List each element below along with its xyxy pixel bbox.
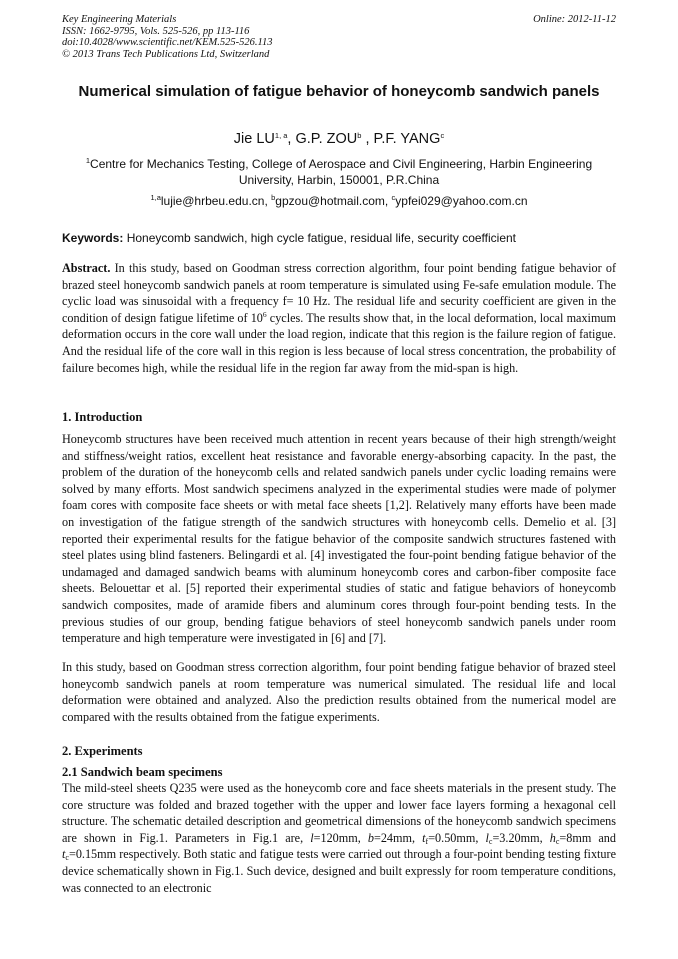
email-mark: 1,a [150,193,161,202]
param-subscript: c [65,853,69,863]
param-value: =3.20mm, [492,830,550,845]
author-affiliation-mark: c [440,131,445,140]
param-symbol: l [310,830,314,845]
section-heading-introduction: 1. Introduction [62,410,143,424]
paragraph-text: The mild-steel sheets Q235 were used as the honeycomb core and face sheets materials in the present study. The core structure was folded and brazed together with the upper and lower face layers forming a hexagonal cell structure. The schematic detailed description and geometrical dimensions of the honeycomb sandwich specimens are shown in Fig.1. Parameters in Fig.1 are, [62,781,616,845]
author-name: Jie LU [233,131,275,147]
paper-title: Numerical simulation of fatigue behavior of honeycomb sandwich panels [78,83,600,100]
abstract-label: Abstract. [62,261,111,275]
email-address: lujie@hrbeu.edu.cn, [160,194,272,208]
param-symbol: t [62,847,66,862]
param-subscript: f [425,836,429,846]
param-value: =0.15mm respectively. [68,847,181,862]
param-value: =120mm, [313,830,368,845]
author-emails [62,193,616,209]
keywords-text: Honeycomb sandwich, high cycle fatigue, residual life, security coefficient [123,231,517,245]
author-separator: , [361,131,374,147]
abstract-paragraph [62,260,616,376]
email-address: gpzou@hotmail.com, [275,194,392,208]
affiliation-text: Centre for Mechanics Testing, College of Aerospace and Civil Engineering, Harbin Engineering University, Harbin, 150001, P.R.China [90,157,593,187]
online-date: Online: 2012-11-12 [533,14,616,25]
copyright-line: © 2013 Trans Tech Publications Ltd, Switzerland [62,48,270,60]
param-value: =8mm and [559,830,616,845]
issn-line: ISSN: 1662-9795, Vols. 525-526, pp 113-116 [62,25,250,37]
param-symbol: h [549,830,556,845]
affiliation-mark: 1 [85,156,91,165]
abstract-text: cycles. The results show that, in the local deformation, local maximum deformation occurs in the core wall under the load region, indicate that this region is the failure region of fatigue. And the residual life of the core wall in this region is less because of local stress concentration, the probability of failure becomes high, while the residual life in the region far away from the mid-span is high. [62,310,617,375]
subsection-heading-specimens: 2.1 Sandwich beam specimens [62,765,223,779]
introduction-paragraph: Honeycomb structures have been received much attention in recent years because of their high strength/weight and stiffness/weight ratios, excellent heat resistance and favorable energy-absorbing capacity. In the past, the problem of the duration of the honeycomb cells and related sandwich panels under cyclic loading remains were solved by many efforts. Most sandwich specimens analyzed in the experimental studies were made of polymer foam cores with composite face sheets or with metal face sheets [1,2]. Relatively many efforts have been made on investigation of the fatigue strength of the sandwich structures with honeycomb cells. Demelio et al. [3] reported their experimental results for the fatigue behavior of the composite sandwich structures fastened with steel plates using blind fasteners. Belingardi et al. [4] investigated the four-point bending fatigue behavior of the undamaged and damaged sandwich beams with aluminum honeycomb cores and carbon-fiber composite face sheets. Belouettar et al. [5] reported their experimental studies of static and fatigue behaviors of honeycomb sandwich composites, made of aramide fibers and aluminum cores through four-point bending tests. In the previous studies of our group, bending fatigue behaviors of steel honeycomb sandwich panels under room temperature and high temperature were investigated in [6] and [7]. [62,432,616,646]
journal-name: Key Engineering Materials [62,14,177,25]
author-separator: , [287,131,296,147]
affiliation [62,156,616,188]
param-value: =0.50mm, [428,830,486,845]
journal-header [62,14,618,60]
param-symbol: t [422,830,426,845]
abstract-text: In this study, based on Goodman stress correction algorithm, four point bending fatigue behavior of brazed steel honeycomb sandwich panels at room temperature is simulated using Fe-safe emulation module. The cyclic load was sinusoidal with a frequency f= 10 Hz. The residual life and security coefficient are given in the condition of design fatigue lifetime of 10 [62,261,616,325]
author-affiliation-mark: b [357,131,362,140]
keywords [62,230,618,246]
abstract-exponent: 6 [262,309,267,319]
introduction-paragraph: In this study, based on Goodman stress correction algorithm, four point bending fatigue behavior of brazed steel honeycomb sandwich panels at room temperature was numerical simulated. The residual life and local deformation were obtained and analyzed. Also the prediction results obtained from the numerical model are compared with the results obtained from the fatigue experiments. [62,660,616,724]
author-name: G.P. ZOU [295,131,358,147]
author-list [62,130,616,148]
param-symbol: b [367,830,374,845]
param-value: =24mm, [373,830,416,845]
param-symbol: l [485,830,489,845]
param-subscript: c [488,836,493,846]
experiments-paragraph [62,780,616,896]
author-name: P.F. YANG [373,131,441,147]
paragraph-text: Both static and fatigue tests were carried out through a four-point bending testing fixture device schematically shown in Fig.1. Such device, designed and built expressly for room temperature conditions, was connected to an electronic [62,847,616,895]
email-mark: b [271,193,276,202]
keywords-label: Keywords: [62,231,124,245]
param-subscript: c [555,836,560,846]
section-heading-experiments: 2. Experiments [62,744,143,758]
email-mark: c [391,193,396,202]
doi-line: doi:10.4028/www.scientific.net/KEM.525-526.113 [62,37,273,48]
email-address: ypfei029@yahoo.com.cn [395,194,528,208]
author-affiliation-mark: 1, a [274,131,288,140]
